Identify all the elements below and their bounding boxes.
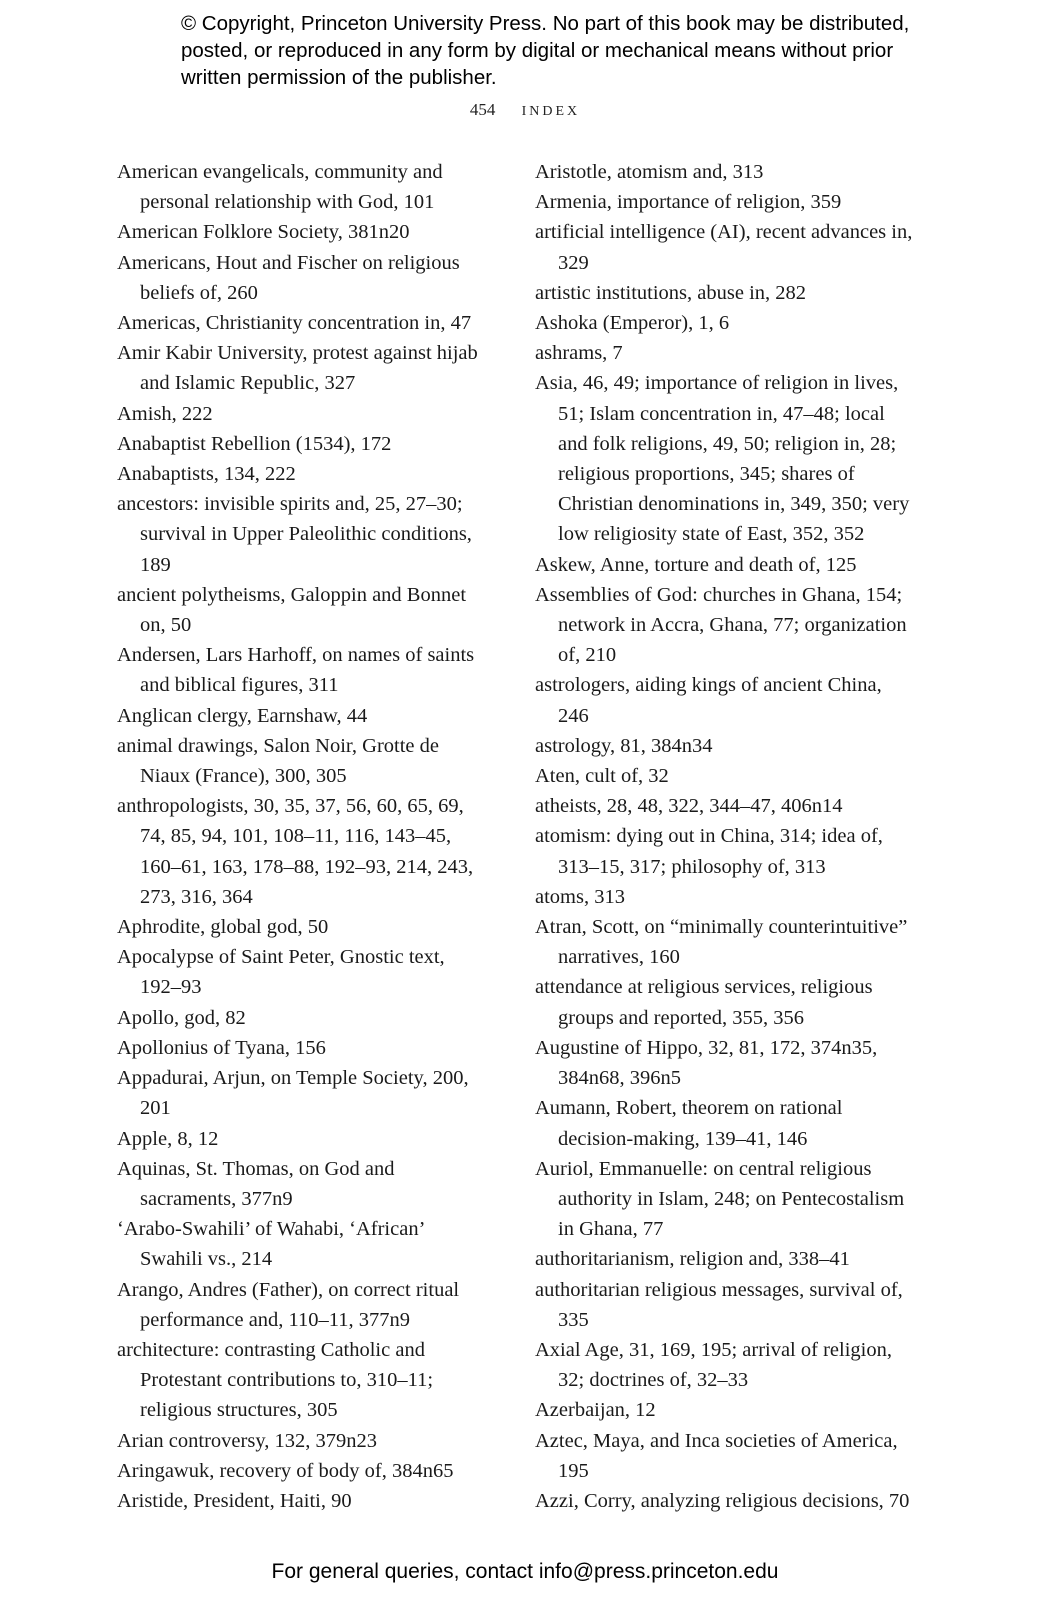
index-entry: Apple, 8, 12 <box>117 1127 219 1150</box>
index-entry: architecture: contrasting Catholic and Protestant contributions to, 310–11; religious structures, 305 <box>117 1338 434 1422</box>
index-column-right <box>535 157 915 1516</box>
copyright-notice: © Copyright, Princeton University Press. No part of this book may be distributed, posted, or reproduced in any form by digital or mechanical means without prior written permission of the publisher. <box>181 12 910 89</box>
index-entry: American Folklore Society, 381n20 <box>117 221 410 244</box>
index-entry: astrology, 81, 384n34 <box>535 734 713 757</box>
index-entry: atomism: dying out in China, 314; idea of, 313–15, 317; philosophy of, 313 <box>535 825 883 878</box>
index-entry: Axial Age, 31, 169, 195; arrival of religion, 32; doctrines of, 32–33 <box>535 1338 892 1392</box>
index-entry: Aztec, Maya, and Inca societies of America, 195 <box>535 1429 898 1482</box>
index-entry: Anabaptists, 134, 222 <box>117 463 296 486</box>
index-entry: Azerbaijan, 12 <box>535 1399 656 1422</box>
index-entry: Aumann, Robert, theorem on rational decision-making, 139–41, 146 <box>535 1097 843 1150</box>
index-entry: animal drawings, Salon Noir, Grotte de Niaux (France), 300, 305 <box>117 734 439 788</box>
index-entry: Assemblies of God: churches in Ghana, 154; network in Accra, Ghana, 77; organization of, 210 <box>535 583 907 667</box>
index-entry: Andersen, Lars Harhoff, on names of saints and biblical figures, 311 <box>117 644 475 697</box>
footer-contact: For general queries, contact info@press.princeton.edu <box>271 1560 779 1583</box>
index-entry: artistic institutions, abuse in, 282 <box>535 281 807 304</box>
index-column-left <box>117 157 489 1516</box>
index-entry: Ashoka (Emperor), 1, 6 <box>535 312 730 335</box>
index-entry: American evangelicals, community and personal relationship with God, 101 <box>117 161 443 214</box>
index-entry: atoms, 313 <box>535 885 625 908</box>
page-number: 454 <box>469 100 496 119</box>
index-entry: Aringawuk, recovery of body of, 384n65 <box>117 1459 454 1482</box>
index-entry: artificial intelligence (AI), recent advances in, 329 <box>535 221 913 274</box>
index-entry: Auriol, Emmanuelle: on central religious authority in Islam, 248; on Pentecostalism in Ghana, 77 <box>535 1157 905 1241</box>
index-entry: Aristotle, atomism and, 313 <box>535 161 764 183</box>
index-entry: Aristide, President, Haiti, 90 <box>117 1489 352 1512</box>
index-entry: Azzi, Corry, analyzing religious decisions, 70 <box>535 1489 910 1512</box>
index-entry: Arian controversy, 132, 379n23 <box>117 1429 377 1452</box>
index-entry: Anglican clergy, Earnshaw, 44 <box>117 704 368 727</box>
index-entry: Amir Kabir University, protest against hijab and Islamic Republic, 327 <box>117 342 478 395</box>
index-entry: ‘Arabo-Swahili’ of Wahabi, ‘African’ Swahili vs., 214 <box>117 1218 424 1271</box>
index-entry: Aphrodite, global god, 50 <box>117 916 329 939</box>
index-entry: Americas, Christianity concentration in, 47 <box>117 312 472 335</box>
index-entry: Apollonius of Tyana, 156 <box>117 1036 326 1059</box>
index-entry: Apollo, god, 82 <box>117 1006 246 1029</box>
index-entry: Americans, Hout and Fischer on religious beliefs of, 260 <box>117 251 460 304</box>
index-entry: Arango, Andres (Father), on correct ritual performance and, 110–11, 377n9 <box>117 1278 460 1331</box>
running-head-title: INDEX <box>521 104 581 119</box>
index-entry: Askew, Anne, torture and death of, 125 <box>535 553 857 576</box>
index-entry: anthropologists, 30, 35, 37, 56, 60, 65, 69, 74, 85, 94, 101, 108–11, 116, 143–45, 160–61, 163, 178–88, 192–93, 214, 243, 273, 316, 364 <box>117 795 474 908</box>
index-entry: authoritarianism, religion and, 338–41 <box>535 1248 850 1271</box>
index-entry: authoritarian religious messages, survival of, 335 <box>535 1278 903 1331</box>
index-entry: Appadurai, Arjun, on Temple Society, 200, 201 <box>117 1067 469 1120</box>
index-entry: Augustine of Hippo, 32, 81, 172, 374n35, 384n68, 396n5 <box>535 1036 878 1090</box>
index-entry: Amish, 222 <box>117 402 213 425</box>
index-entry: Atran, Scott, on “minimally counterintuitive” narratives, 160 <box>535 916 908 969</box>
index-entry: Apocalypse of Saint Peter, Gnostic text, 192–93 <box>117 946 445 999</box>
index-entry: Aten, cult of, 32 <box>535 765 669 788</box>
index-entry: astrologers, aiding kings of ancient China, 246 <box>535 674 882 727</box>
index-entry: Armenia, importance of religion, 359 <box>535 191 842 214</box>
index-entry: atheists, 28, 48, 322, 344–47, 406n14 <box>535 795 843 818</box>
index-entry: Aquinas, St. Thomas, on God and sacraments, 377n9 <box>117 1157 395 1210</box>
index-entry: Anabaptist Rebellion (1534), 172 <box>117 432 392 455</box>
running-head <box>0 100 1050 120</box>
index-entry: ancestors: invisible spirits and, 25, 27–30; survival in Upper Paleolithic conditions, 189 <box>117 493 472 576</box>
index-entry: ancient polytheisms, Galoppin and Bonnet on, 50 <box>117 583 467 637</box>
index-entry: Asia, 46, 49; importance of religion in lives, 51; Islam concentration in, 47–48; local and folk religions, 49, 50; religion in, 28; religious proportions, 345; shares of Christian denominations in, 349, 350; very low religiosity state of East, 352, 352 <box>535 372 910 546</box>
index-entry: ashrams, 7 <box>535 342 623 365</box>
index-entry: attendance at religious services, religious groups and reported, 355, 356 <box>535 976 873 1029</box>
